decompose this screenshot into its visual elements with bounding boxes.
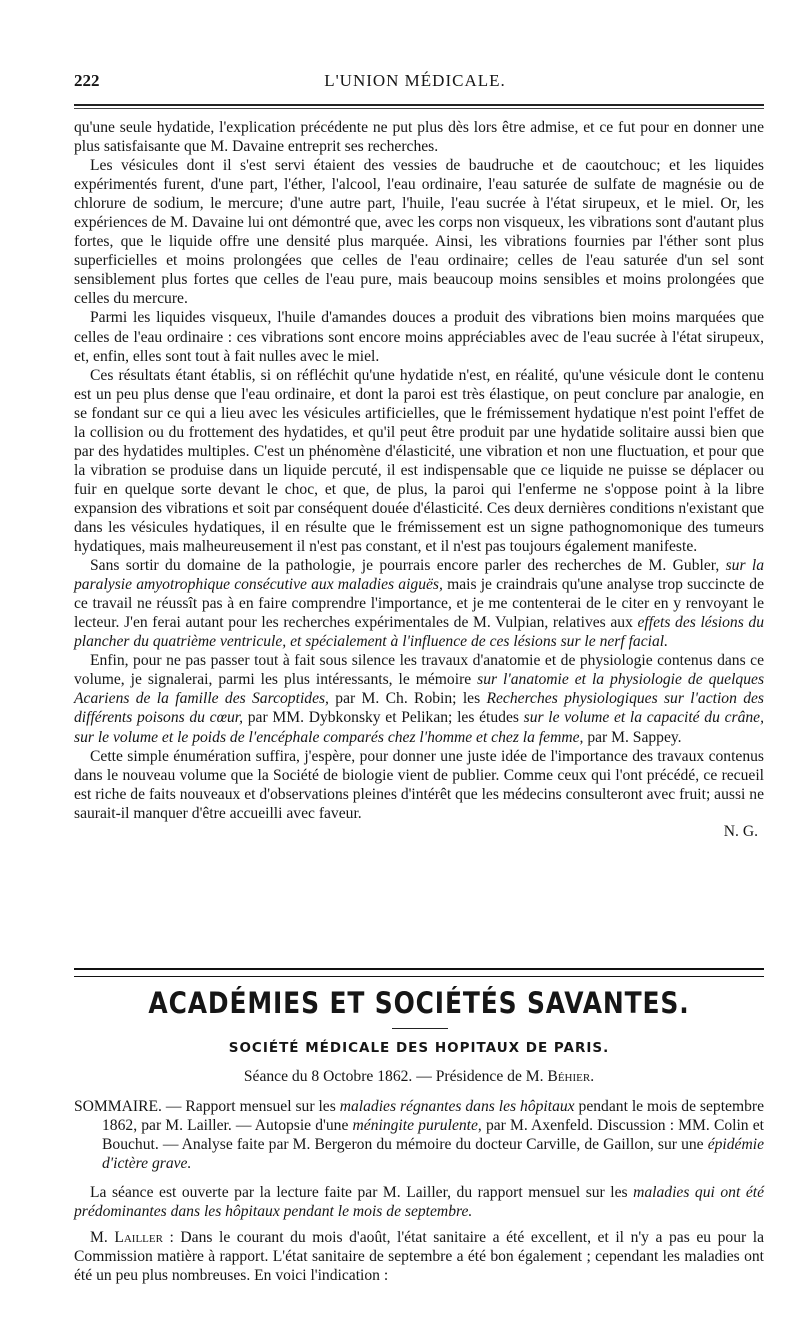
page-number: 222 (74, 71, 100, 90)
lailler-report: M. Lailler : Dans le courant du mois d'août, l'état sanitaire a été excellent, et il n'y a pas eu pour la Commission matière à rapport. L'état sanitaire de septembre a été bon également ; cependant les maladies ont été un peu plus nombreuses. En voici l'indication : (74, 1229, 764, 1285)
header-rule-thin (74, 108, 764, 109)
paragraph-3: Parmi les liquides visqueux, l'huile d'amandes douces a produit des vibrations bien moins marquées que celles de l'eau ordinaire : ces vibrations sont encore moins appréciables avec de l'eau sucrée à l'état sirupeux, et, enfin, elles sont tout à fait nulles avec le miel. (74, 309, 764, 365)
section-title: ACADÉMIES ET SOCIÉTÉS SAVANTES. (148, 986, 690, 1020)
article-body (74, 118, 764, 841)
title-underline (392, 1028, 448, 1029)
paragraph-1: qu'une seule hydatide, l'explication précédente ne put plus dès lors être admise, et ce fut pour en donner une plus satisfaisante que M. Davaine entreprit ses recherches. (74, 119, 764, 156)
paragraph-4: Ces résultats étant établis, si on réfléchit qu'une hydatide n'est, en réalité, qu'une vésicule dont le contenu est un peu plus dense que l'eau ordinaire, et dont la paroi est très élastique, on peut conclure par analogie, en se fondant sur ce qui a lieu avec les vésicules artificielles, que le frémissement hydatique n'est point l'effet de la collision ou du frottement des hydatides, et qu'il peut être produit par une hydatide solitaire aussi bien que par des hydatides multiples. C'est un phénomène d'élasticité, une vibration et non une fluctuation, et pour que la vibration se produise dans un liquide percuté, il est indispensable que ce liquide ne puisse se déplacer ou fuir en quelque sorte devant le choc, et que, de plus, la paroi qui l'enferme ne s'oppose point à la libre expansion des vibrations et soit par conséquent douée d'élasticité. Ces deux dernières conditions n'existant que dans les vésicules hydatiques, il en résulte que le frémissement est un signe pathognomonique des tumeurs hydatiques, mais malheureusement il n'est pas constant, et il n'est pas toujours également manifeste. (74, 366, 764, 556)
sommaire: SOMMAIRE. — Rapport mensuel sur les maladies régnantes dans les hôpitaux pendant le mois de septembre 1862, par M. Lailler. — Autopsie d'une méningite purulente, par M. Axenfeld. Discussion : MM. Colin et Bouchut. — Analyse faite par M. Bergeron du mémoire du docteur Carville, de Gaillon, sur une épidémie d'ictère grave. (74, 1098, 765, 1173)
signature-line (74, 823, 764, 841)
sommaire-label: SOMMAIRE. (74, 1098, 162, 1115)
signature: N. G. (723, 822, 758, 840)
paragraph-6: Enfin, pour ne pas passer tout à fait sous silence les travaux d'anatomie et de physiologie contenus dans ce volume, je signalerai, parmi les plus intéressants, le mémoire sur l'anatomie et la physiologie de quelques Acariens de la famille des Sarcoptides, par M. Ch. Robin; les Recherches physiologiques sur l'action des différents poisons du cœur, par MM. Dybkonsky et Pelikan; les études sur le volume et la capacité du crâne, sur le volume et le poids de l'encéphale comparés chez l'homme et chez la femme, par M. Sappey. (74, 652, 765, 746)
paragraph-2: Les vésicules dont il s'est servi étaient des vessies de baudruche et de caoutchouc; et les liquides expérimentés furent, d'une part, l'éther, l'alcool, l'eau ordinaire, l'eau saturée de sulfate de magnésie ou de chlorure de sodium, le mercure; d'une autre part, l'huile, l'eau sucrée à l'état sirupeux, et le miel. Or, les expériences de M. Davaine lui ont démontré que, avec les corps non visqueux, les vibrations sont d'autant plus fortes, que le liquide offre une densité plus marquée. Ainsi, les vibrations fournies par l'éther sont plus superficielles et moins prolongées que celles de l'eau ordinaire; celles de l'eau saturée d'un sel sont sensiblement plus fortes que celles de l'eau pure, mais beaucoup moins sensibles et moins prolongées que celles du mercure. (74, 157, 764, 308)
seance-opening: La séance est ouverte par la lecture faite par M. Lailler, du rapport mensuel sur les maladies qui ont été prédominantes dans les hôpitaux pendant le mois de septembre. (74, 1184, 764, 1221)
speaker-name: M. Lailler (90, 1229, 163, 1246)
header-rule (74, 104, 764, 106)
paragraph-7: Cette simple énumération suffira, j'espère, pour donner une juste idée de l'importance des travaux contenus dans le nouveau volume que la Société de biologie vient de publier. Comme ceux qui l'ont précédé, ce recueil est riche de faits nouveaux et d'observations pleines d'intérêt que les médecins consulteront avec fruit; aussi ne saurait-il manquer d'être accueilli avec faveur. (74, 747, 764, 822)
section-divider (74, 968, 764, 977)
paragraph-5: Sans sortir du domaine de la pathologie, je pourrais encore parler des recherches de M. Gubler, sur la paralysie amyotrophique consécutive aux maladies aiguës, mais je craindrais qu'une analyse trop succincte de ce travail ne réussît pas à en faire comprendre l'importance, et je me contenterai de le citer en y renvoyant le lecteur. J'en ferai autant pour les recherches expérimentales de M. Vulpian, relatives aux effets des lésions du plancher du quatrième ventricule, et spécialement à l'influence de ces lésions sur le nerf facial. (74, 557, 764, 651)
society-heading: SOCIÉTÉ MÉDICALE DES HOPITAUX DE PARIS. (228, 1040, 610, 1056)
running-title: L'UNION MÉDICALE. (324, 71, 506, 90)
page-header (74, 71, 756, 95)
seance-line: Séance du 8 Octobre 1862. — Présidence de M. Béhier. (243, 1068, 595, 1085)
